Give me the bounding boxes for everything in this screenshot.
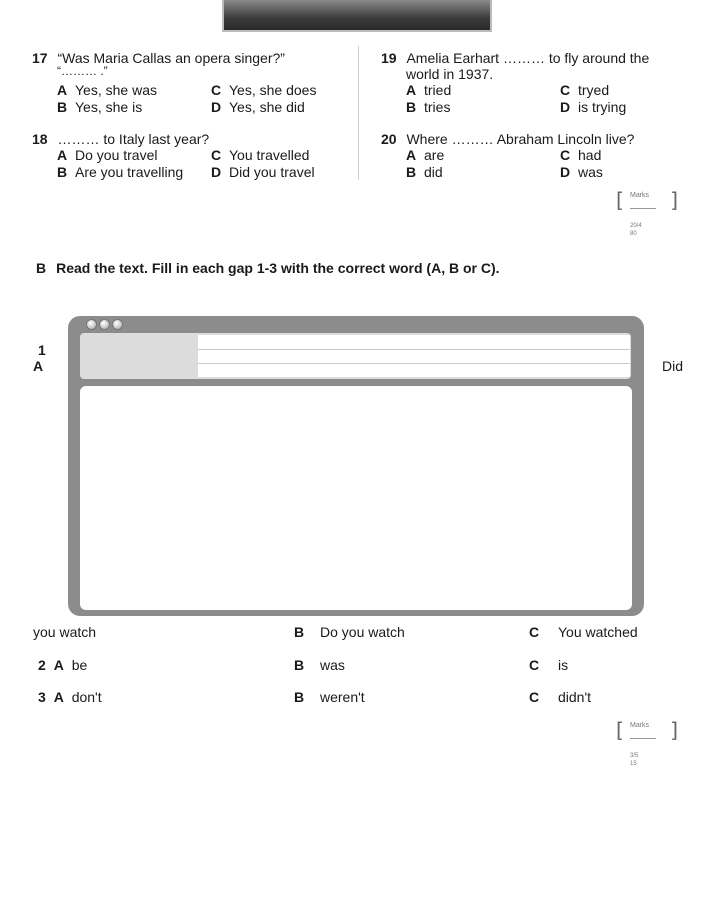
option-b: B Do you watch: [294, 624, 405, 640]
marks-score: 20/4 80: [630, 223, 642, 237]
option-a: A are: [406, 147, 445, 163]
gap-option-a-cont: you watch: [33, 624, 97, 640]
option-d: D is trying: [560, 99, 627, 115]
address-field: [198, 335, 630, 377]
marks-box: [ Marks ]: [616, 718, 678, 742]
gap-option-letter: A: [33, 358, 44, 374]
option-d: D was: [560, 164, 603, 180]
question-20: 20 Where ……… Abraham Lincoln live?: [381, 131, 635, 147]
gap-3: 3 A don't: [38, 689, 102, 705]
option-d: D Yes, she did: [211, 99, 305, 115]
gap-2: 2 A be: [38, 657, 88, 673]
option-b: B Yes, she is: [57, 99, 143, 115]
question-17-gap: “……… .”: [57, 64, 108, 78]
option-c: C Yes, she does: [211, 82, 317, 98]
option-c: C You watched: [529, 624, 638, 640]
question-19-line2: world in 1937.: [406, 66, 494, 82]
option-c: C is: [529, 657, 569, 673]
gap-number: 1: [38, 342, 46, 358]
option-b: B was: [294, 657, 345, 673]
question-18: 18 ……… to Italy last year?: [32, 131, 210, 147]
option-b: B Are you travelling: [57, 164, 184, 180]
option-a: A tried: [406, 82, 452, 98]
window-dot-icon: [99, 319, 110, 330]
option-c: C tryed: [560, 82, 610, 98]
header-image-bar: [222, 0, 492, 32]
marks-box: [ Marks ]: [616, 188, 678, 212]
address-bar: [80, 333, 631, 379]
option-b: B weren't: [294, 689, 365, 705]
text-window: [68, 316, 644, 616]
question-19: 19 Amelia Earhart ……… to fly around the: [381, 50, 650, 66]
marks-score: 3/5 15: [630, 753, 639, 767]
column-divider: [358, 46, 359, 180]
option-c: C had: [560, 147, 602, 163]
option-a: A Do you travel: [57, 147, 158, 163]
text-content-area: [80, 386, 632, 610]
window-dot-icon: [86, 319, 97, 330]
question-number: 17: [32, 50, 48, 66]
option-c: C didn't: [529, 689, 592, 705]
section-b-heading: B Read the text. Fill in each gap 1-3 with the correct word (A, B or C).: [36, 260, 500, 276]
option-b: B did: [406, 164, 443, 180]
gap-option-a-text: Did: [662, 358, 684, 374]
option-d: D Did you travel: [211, 164, 315, 180]
window-dot-icon: [112, 319, 123, 330]
option-a: A Yes, she was: [57, 82, 157, 98]
question-text: “Was Maria Callas an opera singer?”: [57, 50, 285, 66]
option-c: C You travelled: [211, 147, 310, 163]
option-b: B tries: [406, 99, 451, 115]
